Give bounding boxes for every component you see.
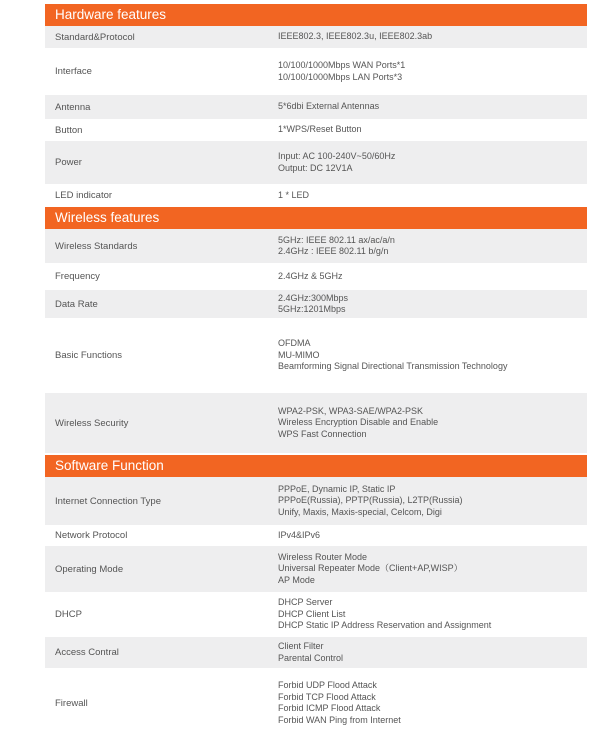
spec-sheet: [45, 4, 587, 738]
spec-label: Network Protocol: [55, 530, 128, 541]
spec-value-line: WPS Fast Connection: [278, 428, 367, 439]
spec-value-line: DHCP Server: [278, 597, 333, 608]
spec-label: Operating Mode: [55, 563, 124, 575]
spec-value: [278, 235, 587, 258]
spec-value-line: DHCP Client List: [278, 608, 346, 619]
spec-value-line: 5GHz:1201Mbps: [278, 304, 346, 314]
spec-value-line: Unify, Maxis, Maxis-special, Celcom, Digi: [278, 506, 442, 517]
spec-value-line: 2.4GHz:300Mbps: [278, 292, 349, 303]
spec-value: [278, 271, 587, 283]
spec-row-wireless-standards: [45, 229, 587, 263]
spec-value-line: Output: DC 12V1A: [278, 162, 353, 173]
spec-label: Power: [55, 157, 82, 168]
section-header-wireless-features: Wireless features: [45, 207, 587, 229]
section-header-software-function: Software Function: [45, 455, 587, 477]
spec-value: [278, 60, 587, 83]
spec-value-line: PPPoE(Russia), PPTP(Russia), L2TP(Russia): [278, 495, 463, 506]
spec-value-line: IPv4&IPv6: [278, 529, 321, 540]
spec-row-led-indicator: [45, 184, 587, 207]
spec-label: Standard&Protocol: [55, 31, 135, 43]
spec-value-line: 2.4GHz : IEEE 802.11 b/g/n: [278, 246, 389, 256]
spec-row-button: [45, 119, 587, 141]
spec-value-line: 2.4GHz & 5GHz: [278, 270, 343, 281]
spec-value: [278, 338, 587, 373]
spec-row-power: [45, 141, 587, 184]
spec-row-interface: [45, 48, 587, 95]
spec-row-access-contral: [45, 637, 587, 668]
spec-value-line: Client Filter: [278, 641, 324, 651]
spec-value-line: Beamforming Signal Directional Transmission Technology: [278, 361, 508, 372]
spec-label: Antenna: [55, 101, 91, 113]
spec-value-line: WPA2-PSK, WPA3-SAE/WPA2-PSK: [278, 405, 424, 416]
spec-value-line: Forbid ICMP Flood Attack: [278, 703, 381, 713]
spec-label: Access Contral: [55, 647, 119, 658]
spec-value: [278, 101, 587, 113]
spec-row-network-protocol: [45, 525, 587, 546]
spec-row-firewall: [45, 668, 587, 738]
spec-label: Frequency: [55, 271, 100, 282]
spec-value-line: Input: AC 100-240V~50/60Hz: [278, 151, 396, 161]
spec-value: [278, 124, 587, 136]
spec-value-line: 1 * LED: [278, 189, 310, 200]
spec-value-line: Forbid TCP Flood Attack: [278, 691, 376, 702]
spec-value: [278, 552, 587, 587]
spec-label: Interface: [55, 66, 92, 77]
spec-label: DHCP: [55, 609, 82, 620]
spec-row-operating-mode: [45, 546, 587, 592]
spec-value-line: Forbid UDP Flood Attack: [278, 680, 377, 690]
spec-value: [278, 31, 587, 43]
spec-value-line: 10/100/1000Mbps WAN Ports*1: [278, 60, 406, 70]
spec-label: Firewall: [55, 697, 88, 709]
spec-label: Internet Connection Type: [55, 495, 161, 507]
spec-value-line: 1*WPS/Reset Button: [278, 124, 362, 135]
spec-row-dhcp: [45, 592, 587, 637]
spec-value: [278, 680, 587, 726]
spec-value: [278, 293, 587, 316]
spec-value-line: Parental Control: [278, 652, 344, 663]
spec-row-wireless-security: [45, 393, 587, 453]
section-header-hardware-features: Hardware features: [45, 4, 587, 26]
spec-row-basic-functions: [45, 318, 587, 393]
spec-row-internet-connection-type: [45, 477, 587, 525]
spec-row-data-rate: [45, 290, 587, 318]
spec-label: LED indicator: [55, 190, 113, 201]
spec-value: [278, 484, 587, 519]
spec-value-line: 5*6dbi External Antennas: [278, 101, 380, 112]
spec-value-line: IEEE802.3, IEEE802.3u, IEEE802.3ab: [278, 31, 433, 42]
spec-row-frequency: [45, 263, 587, 290]
spec-value-line: DHCP Static IP Address Reservation and Assignment: [278, 620, 492, 631]
spec-label: Basic Functions: [55, 350, 123, 361]
spec-value-line: 5GHz: IEEE 802.11 ax/ac/a/n: [278, 234, 395, 245]
spec-value-line: AP Mode: [278, 574, 315, 585]
spec-label: Data Rate: [55, 298, 98, 310]
spec-value-line: Wireless Router Mode: [278, 551, 368, 562]
spec-value: [278, 190, 587, 202]
spec-value-line: Wireless Encryption Disable and Enable: [278, 417, 439, 428]
spec-row-standard-protocol: [45, 26, 587, 48]
spec-value: [278, 641, 587, 664]
spec-value-line: OFDMA: [278, 338, 311, 349]
spec-label: Wireless Standards: [55, 240, 138, 252]
spec-row-antenna: [45, 95, 587, 119]
spec-value: [278, 597, 587, 632]
spec-label: Button: [55, 124, 83, 136]
spec-value-line: PPPoE, Dynamic IP, Static IP: [278, 483, 396, 494]
spec-value: [278, 406, 587, 441]
spec-value-line: MU-MIMO: [278, 349, 320, 360]
spec-value: [278, 151, 587, 174]
spec-label: Wireless Security: [55, 417, 129, 429]
spec-value-line: Forbid WAN Ping from Internet: [278, 714, 401, 725]
spec-value: [278, 530, 587, 542]
spec-value-line: Universal Repeater Mode（Client+AP,WISP）: [278, 563, 463, 574]
spec-value-line: 10/100/1000Mbps LAN Ports*3: [278, 71, 403, 82]
